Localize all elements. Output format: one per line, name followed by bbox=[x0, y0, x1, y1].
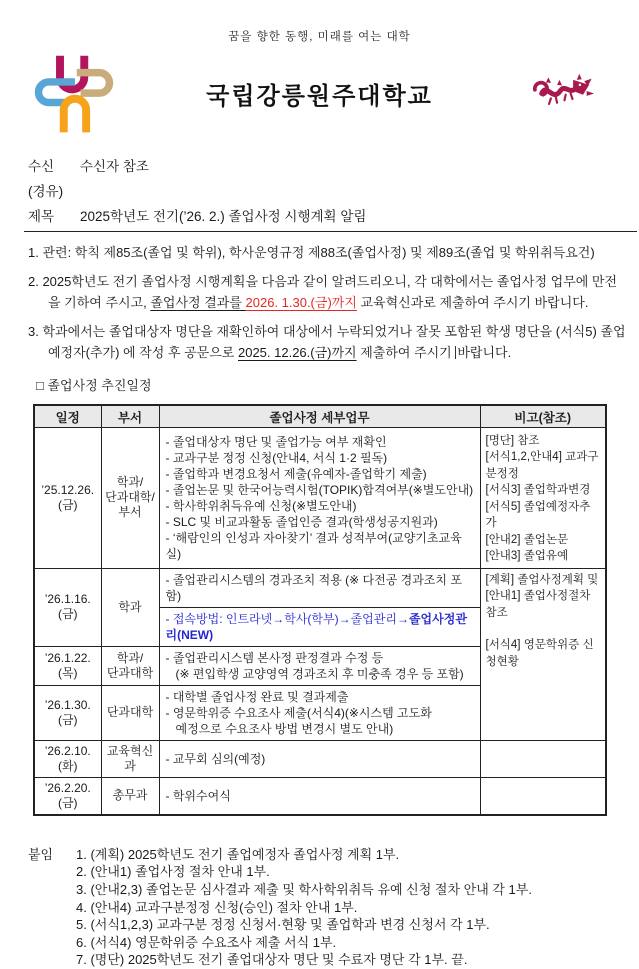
task-line: - 졸업논문 및 한국어능력시험(TOPIK)합격여부(※별도안내) bbox=[165, 482, 474, 497]
attachment-item: 1. (계획) 2025학년도 전기 졸업예정자 졸업사정 계획 1부. bbox=[76, 846, 400, 862]
note-line: [안내1] 졸업사정절차 참조 bbox=[485, 590, 591, 619]
attachment-item: 5. (서식1,2,3) 교과구분 정정 신청서·현황 및 졸업학과 변경 신청서 각 1부. bbox=[76, 917, 490, 933]
note-line: [안내2] 졸업논문 bbox=[485, 533, 569, 546]
table-row-feb10 bbox=[34, 740, 606, 777]
paragraph-roster-check bbox=[28, 321, 627, 363]
note-line: [서식3] 졸업학과변경 bbox=[485, 484, 591, 497]
attachment-item: 6. (서식4) 영문학위증 수요조사 제출 서식 1부. bbox=[76, 934, 337, 950]
dragon-emblem-icon bbox=[525, 64, 599, 118]
note-line: [서식1,2,안내4] 교과구분정정 bbox=[485, 451, 599, 480]
attachment-item: 2. (안내1) 졸업사정 절차 안내 1부. bbox=[76, 864, 270, 880]
deadline-date: 2025. 12.26.(금)까지 bbox=[237, 345, 357, 361]
subject-label: 제목 bbox=[28, 209, 55, 224]
col-header-dept: 부서 bbox=[101, 405, 159, 427]
access-path-highlight: 졸업사정관리(NEW) bbox=[165, 611, 467, 642]
university-name: 국립강릉원주대학교 bbox=[206, 83, 433, 110]
via-line: (경유) bbox=[28, 184, 64, 199]
cell-date: ’26.2.20.(금) bbox=[34, 777, 101, 815]
cell-date: ’26.1.22.(목) bbox=[34, 646, 101, 685]
cell-date: ’26.1.30.(금) bbox=[34, 685, 101, 740]
university-slogan: 꿈을 향한 동행, 미래를 여는 대학 bbox=[228, 31, 411, 43]
table-row-feb20 bbox=[34, 777, 606, 815]
title-divider bbox=[24, 231, 637, 232]
subject-line bbox=[28, 204, 625, 229]
task-line: - 졸업관리시스템 본사정 판정결과 수정 등 bbox=[165, 650, 384, 665]
cell-tasks: - 졸업관리시스템의 경과조치 적용 (※ 다전공 경과조치 포함) bbox=[159, 568, 480, 607]
schedule-heading: □ 졸업사정 추진일정 bbox=[36, 378, 152, 394]
attachment-item: 3. (안내2,3) 졸업논문 심사결과 제출 및 학사학위취득 유예 신청 절차 안내 각 1부. bbox=[76, 881, 532, 897]
recipient-value: 수신자 참조 bbox=[80, 159, 149, 174]
attachments-list bbox=[76, 846, 532, 969]
document-page bbox=[0, 28, 639, 968]
document-body bbox=[28, 242, 627, 396]
attachment-item: 7. (명단) 2025학년도 전기 졸업대상자 명단 및 수료자 명단 각 1부. 끝. bbox=[76, 952, 468, 968]
task-line: (※ 편입학생 교양영역 경과조치 후 미충족 경우 등 포함) bbox=[175, 666, 464, 681]
table-row-dec26 bbox=[34, 427, 606, 568]
cell-date: ’26.1.16.(금) bbox=[34, 568, 101, 646]
paragraph-text: 2. 2025학년도 전기 졸업사정 시행계획을 다음과 같이 알려드리오니, 각 대학에서는 졸업사정 업무에 만전을 기하여 주시고, bbox=[28, 274, 618, 311]
dept-line: 단과대학/ bbox=[105, 490, 155, 505]
table-row-jan16 bbox=[34, 568, 606, 607]
paragraph-related-rules: 1. 관련: 학칙 제85조(졸업 및 학위), 학사운영규정 제88조(졸업사정) 및 제89조(졸업 및 학위취득요건) bbox=[28, 245, 595, 260]
task-line: 예정으로 수요조사 방법 변경시 별도 안내) bbox=[175, 721, 394, 736]
cell-date: ’26.2.10.(화) bbox=[34, 740, 101, 777]
task-line: - ‘해람인의 인성과 자아찾기’ 결과 성적부여(교양기초교육실) bbox=[165, 530, 462, 561]
task-line: - SLC 및 비교과활동 졸업인증 결과(학생성공지원과) bbox=[165, 514, 438, 529]
access-path-text: - 접속방법: 인트라넷→학사(학부)→졸업관리→ bbox=[165, 611, 409, 626]
cell-tasks bbox=[159, 646, 480, 685]
attachments-label: 붙임 bbox=[28, 846, 54, 862]
cell-dept bbox=[101, 646, 159, 685]
dept-line: 학과/ bbox=[116, 475, 144, 490]
paragraph-plan-notice bbox=[28, 271, 627, 313]
col-header-tasks: 졸업사정 세부업무 bbox=[159, 405, 480, 427]
cell-dept: 단과대학 bbox=[101, 685, 159, 740]
cell-tasks: - 학위수여식 bbox=[159, 777, 480, 815]
note-line: [계획] 졸업사정계획 및 bbox=[485, 573, 599, 586]
subject-value: 2025학년도 전기(’26. 2.) 졸업사정 시행계획 알림 bbox=[80, 209, 367, 224]
cell-tasks: - 교무회 심의(예정) bbox=[159, 740, 480, 777]
recipient-line bbox=[28, 154, 625, 179]
task-line: - 학사학위취득유예 신청(※별도안내) bbox=[165, 498, 357, 513]
cell-note-merged bbox=[480, 568, 606, 740]
cell-note-empty bbox=[480, 740, 606, 777]
note-line: [안내3] 졸업유예 bbox=[485, 550, 569, 563]
cell-note-empty bbox=[480, 777, 606, 815]
cell-note bbox=[480, 427, 606, 568]
cell-dept: 총무과 bbox=[101, 777, 159, 815]
note-line: [서식4] 영문학위증 신청현황 bbox=[485, 639, 594, 668]
col-header-note: 비고(참조) bbox=[480, 405, 606, 427]
attachment-item: 4. (안내4) 교과구분정정 신청(승인) 절차 안내 1부. bbox=[76, 899, 358, 915]
attachments-section bbox=[28, 846, 627, 969]
cell-date: ’25.12.26.(금) bbox=[34, 427, 101, 568]
paragraph-text: 제출하여 주시기 bbox=[356, 345, 456, 361]
paragraph-text: 바랍니다. bbox=[457, 345, 512, 361]
note-line: [명단] 참조 bbox=[485, 434, 540, 447]
document-meta bbox=[28, 154, 625, 229]
task-line: - 대학별 졸업사정 완료 및 결과제출 bbox=[165, 689, 349, 704]
cell-dept: 교육혁신과 bbox=[101, 740, 159, 777]
col-header-date: 일정 bbox=[34, 405, 101, 427]
task-line: - 졸업대상자 명단 및 졸업가능 여부 재확인 bbox=[165, 434, 387, 449]
dept-line: 부서 bbox=[118, 505, 142, 520]
paragraph-text: 3. 학과에서는 졸업대상자 명단을 재확인하여 대상에서 누락되었거나 잘못 포함된 학생 명단을 (서식5) 졸업예정자(추가) 에 작성 후 공문으로 bbox=[28, 324, 626, 361]
cell-tasks bbox=[159, 427, 480, 568]
task-line: - 졸업학과 변경요청서 제출(유예자-졸업학기 제출) bbox=[165, 466, 427, 481]
dept-line: 단과대학 bbox=[106, 665, 154, 680]
cell-dept: 학과 bbox=[101, 568, 159, 646]
task-line: - 영문학위증 수요조사 제출(서식4)(※시스템 고도화 bbox=[165, 705, 432, 720]
recipient-label: 수신 bbox=[28, 159, 55, 174]
paragraph-text: 교육혁신과로 제출하여 주시기 바랍니다. bbox=[356, 295, 589, 311]
cell-tasks-access-path bbox=[159, 607, 480, 646]
table-header-row bbox=[34, 405, 606, 427]
dept-line: 학과/ bbox=[116, 650, 144, 665]
underlined-phrase: 졸업사정 결과를 bbox=[150, 295, 246, 311]
task-line: - 교과구분 정정 신청(안내4, 서식 1·2 필독) bbox=[165, 450, 388, 465]
cell-tasks bbox=[159, 685, 480, 740]
note-gap bbox=[486, 621, 601, 637]
university-logo-icon bbox=[32, 52, 116, 138]
note-line: [서식5] 졸업예정자추가 bbox=[485, 500, 591, 530]
deadline-date-red: 2026. 1.30.(금)까지 bbox=[245, 295, 357, 311]
cell-dept bbox=[101, 427, 159, 568]
masthead bbox=[0, 46, 639, 144]
schedule-table bbox=[33, 404, 607, 816]
